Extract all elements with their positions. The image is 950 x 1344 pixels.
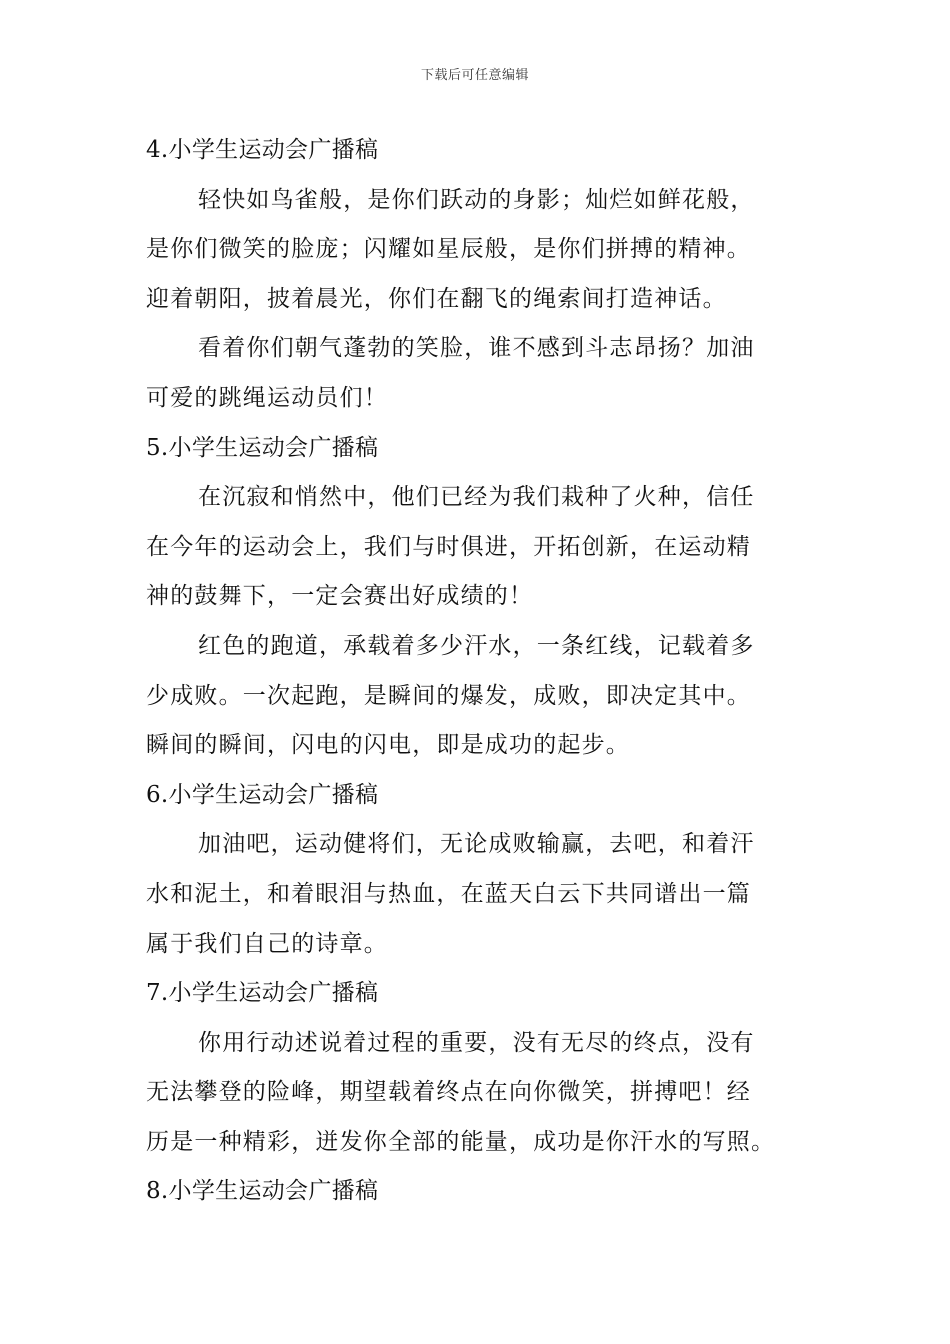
paragraph-line: 属于我们自己的诗章。 — [146, 930, 388, 957]
page-header-note: 下载后可任意编辑 — [420, 68, 529, 83]
paragraph-line: 看着你们朝气蓬勃的笑脸，谁不感到斗志昂扬？加油 — [198, 335, 755, 362]
paragraph-line: 加油吧，运动健将们，无论成败输赢，去吧，和着汗 — [198, 831, 755, 858]
paragraph-line: 神的鼓舞下，一定会赛出好成绩的！ — [146, 583, 534, 610]
section-heading-8: 8.小学生运动会广播稿 — [146, 1178, 379, 1205]
section-heading-5: 5.小学生运动会广播稿 — [146, 434, 379, 461]
paragraph-line: 迎着朝阳，披着晨光，你们在翻飞的绳索间打造神话。 — [146, 285, 727, 312]
document-body — [146, 126, 808, 1217]
section-heading-6: 6.小学生运动会广播稿 — [146, 781, 379, 808]
section-heading-7: 7.小学生运动会广播稿 — [146, 980, 379, 1007]
paragraph-line: 你用行动述说着过程的重要，没有无尽的终点，没有 — [198, 1029, 755, 1056]
paragraph-line: 瞬间的瞬间，闪电的闪电，即是成功的起步。 — [146, 732, 630, 759]
section-heading-4: 4.小学生运动会广播稿 — [146, 137, 379, 163]
paragraph-line: 轻快如鸟雀般，是你们跃动的身影；灿烂如鲜花般， — [198, 186, 755, 213]
paragraph-line: 在今年的运动会上，我们与时俱进，开拓创新，在运动精 — [146, 533, 751, 560]
paragraph-line: 无法攀登的险峰，期望载着终点在向你微笑，拼搏吧！经 — [146, 1079, 751, 1106]
paragraph-line: 历是一种精彩，迸发你全部的能量，成功是你汗水的写照。 — [146, 1128, 776, 1155]
paragraph-line: 红色的跑道，承载着多少汗水，一条红线，记载着多 — [198, 632, 755, 659]
paragraph-line: 在沉寂和悄然中，他们已经为我们栽种了火种，信任 — [198, 484, 755, 511]
paragraph-line: 可爱的跳绳运动员们！ — [146, 384, 388, 411]
paragraph-line: 是你们微笑的脸庞；闪耀如星辰般，是你们拼搏的精神。 — [146, 236, 751, 263]
paragraph-line: 水和泥土，和着眼泪与热血，在蓝天白云下共同谱出一篇 — [146, 880, 751, 907]
paragraph-line: 少成败。一次起跑，是瞬间的爆发，成败，即决定其中。 — [146, 682, 751, 709]
